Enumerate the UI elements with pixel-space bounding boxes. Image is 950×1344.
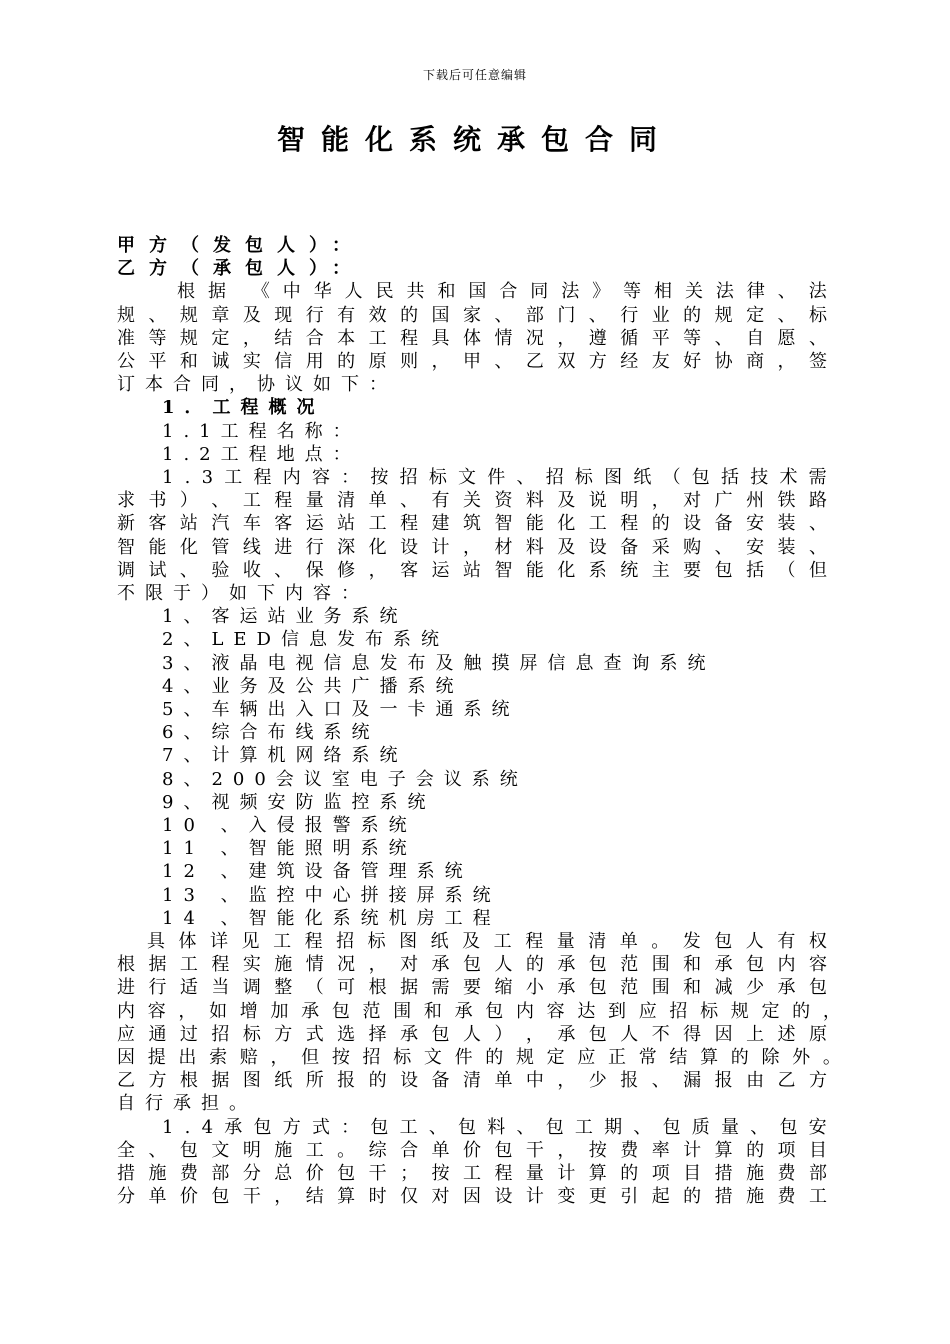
body-line: 调 试 、 验 收 、 保 修 ， 客 运 站 智 能 化 系 统 主 要 包 括 （ 但 — [117, 559, 827, 581]
body-line: 自行承担。 — [117, 1093, 257, 1115]
body-line: 新 客 站 汽 车 客 运 站 工 程 建 筑 智 能 化 工 程 的 设 备 安 装 、 — [117, 513, 827, 535]
body-line: 求 书 ） 、 工 程 量 清 单 、 有 关 资 料 及 说 明 ， 对 广 州 铁 路 — [117, 490, 827, 512]
body-line: 进 行 适 当 调 整 （ 可 根 据 需 要 缩 小 承 包 范 围 和 减 少 承 包 — [117, 977, 827, 999]
header-note: 下载后可任意编辑 — [422, 68, 527, 82]
body-line: 3、液晶电视信息发布及触摸屏信息查询系统 — [162, 652, 716, 674]
body-line: 12 、建筑设备管理系统 — [162, 861, 473, 883]
body-line: 13 、监控中心拼接屏系统 — [162, 884, 501, 906]
body-line: 措 施 费 部 分 总 价 包 干 ； 按 工 程 量 计 算 的 项 目 措 施 费 部 — [117, 1163, 827, 1184]
document-title: 智能化系统承包合同 — [276, 123, 673, 156]
body-line: 8、200会议室电子会议系统 — [162, 768, 528, 790]
body-line: 10 、入侵报警系统 — [162, 815, 417, 836]
body-line: 根 据 工 程 实 施 情 况 ， 对 承 包 人 的 承 包 范 围 和 承 包 内 容 — [117, 954, 827, 976]
body-line: 1 . 3 工 程 内 容 ： 按 招 标 文 件 、 招 标 图 纸 （ 包 括 技 术 需 — [162, 467, 827, 488]
body-line: 应 通 过 招 标 方 式 选 择 承 包 人 ） ， 承 包 人 不 得 因 上 述 原 — [117, 1023, 827, 1045]
body-line: 订本合同，协议如下： — [117, 374, 397, 396]
body-line: 乙方（承包人）： — [117, 258, 364, 280]
body-line: 1.2工程地点： — [162, 443, 361, 465]
body-line: 内 容 ， 如 增 加 承 包 范 围 和 承 包 内 容 达 到 应 招 标 规 定 的 ， — [117, 1000, 841, 1022]
body-line: 全 、 包 文 明 施 工 。 综 合 单 价 包 干 ， 按 费 率 计 算 的 项 目 — [117, 1139, 827, 1161]
body-line: 智 能 化 管 线 进 行 深 化 设 计 ， 材 料 及 设 备 采 购 、 安 装 、 — [117, 536, 827, 558]
body-line: 1.1工程名称： — [162, 420, 361, 442]
body-line: 6、综合布线系统 — [162, 722, 380, 744]
body-line: 具 体 详 见 工 程 招 标 图 纸 及 工 程 量 清 单 。 发 包 人 有 权 — [147, 931, 827, 952]
body-line: 5、车辆出入口及一卡通系统 — [162, 699, 520, 720]
body-line: 11 、智能照明系统 — [162, 838, 417, 860]
body-line: 不限于）如下内容： — [117, 583, 369, 604]
body-line: 2、LED信息发布系统 — [162, 629, 449, 651]
body-line: 甲方（发包人）： — [117, 235, 364, 256]
body-line: 1、客运站业务系统 — [162, 606, 408, 628]
body-line: 公 平 和 诚 实 信 用 的 原 则 ， 甲 、 乙 双 方 经 友 好 协 商 ， 签 — [117, 351, 827, 372]
body-line: 14 、智能化系统机房工程 — [162, 907, 501, 929]
body-line: 因 提 出 索 赔 ， 但 按 招 标 文 件 的 规 定 应 正 常 结 算 的 除 外 。 — [117, 1047, 841, 1068]
body-line: 7、计算机网络系统 — [162, 745, 408, 767]
body-line: 准 等 规 定 ， 结 合 本 工 程 具 体 情 况 ， 遵 循 平 等 、 自 愿 、 — [117, 327, 827, 349]
body-line: 规 、 规 章 及 现 行 有 效 的 国 家 、 部 门 、 行 业 的 规 定 、 标 — [117, 304, 827, 326]
body-line: 根 据 《 中 华 人 民 共 和 国 合 同 法 》 等 相 关 法 律 、 法 — [177, 281, 827, 303]
body-line: 乙 方 根 据 图 纸 所 报 的 设 备 清 单 中 ， 少 报 、 漏 报 由 乙 方 — [117, 1070, 827, 1092]
body-line: 分 单 价 包 干 ， 结 算 时 仅 对 因 设 计 变 更 引 起 的 措 施 费 工 — [117, 1186, 827, 1208]
body-line: 1 . 4 承 包 方 式 ： 包 工 、 包 料 、 包 工 期 、 包 质 量 、 包 安 — [162, 1116, 827, 1138]
body-line: 4、业务及公共广播系统 — [162, 675, 464, 697]
body-line: 1．工程概况 — [162, 397, 325, 419]
body-line: 9、视频安防监控系统 — [162, 791, 436, 813]
